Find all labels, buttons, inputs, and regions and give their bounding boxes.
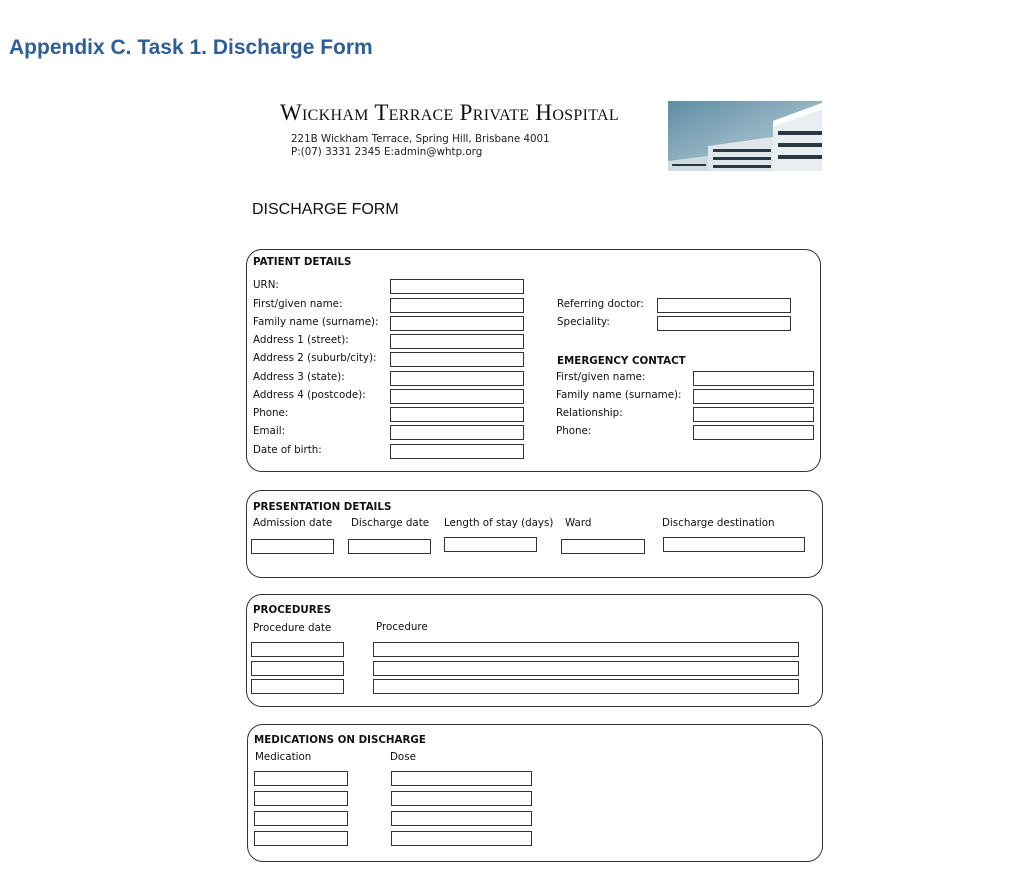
presentation-details-heading: PRESENTATION DETAILS	[253, 501, 392, 513]
ec-family-name-input[interactable]	[693, 389, 814, 404]
first-name-label: First/given name:	[253, 298, 343, 310]
procedure-input[interactable]	[373, 679, 799, 694]
ec-family-name-label: Family name (surname):	[556, 389, 682, 401]
discharge-destination-label: Discharge destination	[662, 517, 775, 529]
ec-relationship-label: Relationship:	[556, 407, 623, 419]
address4-input[interactable]	[390, 389, 524, 404]
ec-phone-label: Phone:	[556, 425, 592, 437]
address3-label: Address 3 (state):	[253, 371, 345, 383]
discharge-date-input[interactable]	[348, 539, 431, 554]
first-name-input[interactable]	[390, 298, 524, 313]
family-name-input[interactable]	[390, 316, 524, 331]
hospital-address-line: 221B Wickham Terrace, Spring Hill, Brisbane 4001	[291, 133, 550, 145]
procedure-date-input[interactable]	[251, 679, 344, 694]
procedure-date-input[interactable]	[251, 661, 344, 676]
urn-label: URN:	[253, 279, 279, 291]
dob-label: Date of birth:	[253, 444, 322, 456]
discharge-date-label: Discharge date	[351, 517, 430, 529]
address2-input[interactable]	[390, 352, 524, 367]
address2-label: Address 2 (suburb/city):	[253, 352, 377, 364]
address4-label: Address 4 (postcode):	[253, 389, 366, 401]
admission-date-label: Admission date	[253, 517, 333, 529]
medication-input[interactable]	[254, 791, 348, 806]
hospital-building-image	[668, 101, 822, 171]
medications-heading: MEDICATIONS ON DISCHARGE	[254, 734, 426, 746]
speciality-label: Speciality:	[557, 316, 610, 328]
speciality-input[interactable]	[657, 316, 791, 331]
procedure-input[interactable]	[373, 642, 799, 657]
dose-input[interactable]	[391, 811, 532, 826]
referring-doctor-input[interactable]	[657, 298, 791, 313]
medication-input[interactable]	[254, 831, 348, 846]
address1-input[interactable]	[390, 334, 524, 349]
email-label: Email:	[253, 425, 286, 437]
procedure-date-input[interactable]	[251, 642, 344, 657]
discharge-destination-input[interactable]	[663, 537, 805, 552]
ec-phone-input[interactable]	[693, 425, 814, 440]
urn-input[interactable]	[390, 279, 524, 294]
dose-label: Dose	[390, 751, 416, 763]
length-of-stay-label: Length of stay (days)	[444, 517, 554, 529]
procedure-date-label: Procedure date	[253, 622, 332, 634]
dose-input[interactable]	[391, 771, 532, 786]
ec-relationship-input[interactable]	[693, 407, 814, 422]
address1-label: Address 1 (street):	[253, 334, 349, 346]
dose-input[interactable]	[391, 791, 532, 806]
ward-label: Ward	[565, 517, 592, 529]
medication-input[interactable]	[254, 811, 348, 826]
emergency-contact-heading: EMERGENCY CONTACT	[557, 355, 686, 367]
ward-input[interactable]	[561, 539, 645, 554]
referring-doctor-label: Referring doctor:	[557, 298, 644, 310]
ec-first-name-input[interactable]	[693, 371, 814, 386]
address3-input[interactable]	[390, 371, 524, 386]
appendix-title: Appendix C. Task 1. Discharge Form	[9, 36, 373, 59]
procedures-heading: PROCEDURES	[253, 604, 332, 616]
email-input[interactable]	[390, 425, 524, 440]
length-of-stay-input[interactable]	[444, 537, 537, 552]
hospital-name: Wickham Terrace Private Hospital	[280, 100, 619, 125]
dose-input[interactable]	[391, 831, 532, 846]
admission-date-input[interactable]	[251, 539, 334, 554]
hospital-contact-line: P:(07) 3331 2345 E:admin@whtp.org	[291, 146, 483, 158]
family-name-label: Family name (surname):	[253, 316, 379, 328]
medication-input[interactable]	[254, 771, 348, 786]
phone-label: Phone:	[253, 407, 289, 419]
procedure-input[interactable]	[373, 661, 799, 676]
ec-first-name-label: First/given name:	[556, 371, 646, 383]
medication-label: Medication	[255, 751, 312, 763]
patient-details-heading: PATIENT DETAILS	[253, 256, 352, 268]
phone-input[interactable]	[390, 407, 524, 422]
form-title: DISCHARGE FORM	[252, 201, 399, 218]
procedure-label: Procedure	[376, 621, 428, 633]
dob-input[interactable]	[390, 444, 524, 459]
hospital-address	[291, 133, 550, 159]
